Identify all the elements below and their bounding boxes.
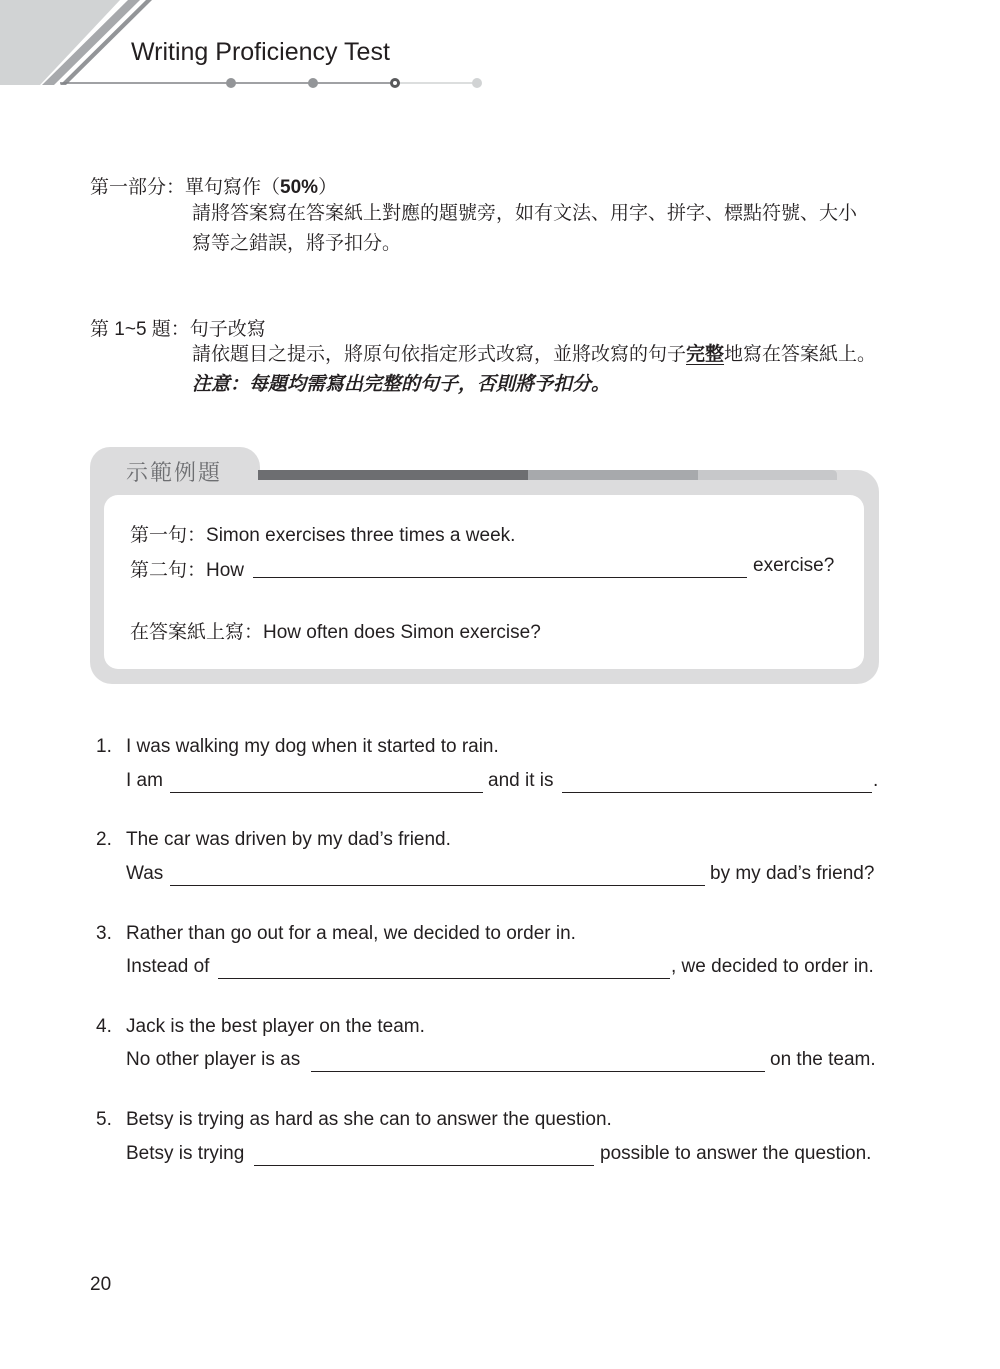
question-prompt: I am <box>126 770 163 791</box>
answer-blank[interactable] <box>170 792 483 793</box>
answer-blank[interactable] <box>218 978 670 979</box>
section-title-suffix: ） <box>318 177 338 198</box>
question-prompt-end: . <box>873 770 879 791</box>
question-number: 4. <box>96 1016 112 1037</box>
question-prompt: Was <box>126 863 164 884</box>
section-title: 單句寫作（ <box>185 177 281 198</box>
example-first-label: 第一句： <box>130 525 207 546</box>
example-first-sentence <box>130 520 515 547</box>
example-answer <box>130 617 541 644</box>
section-heading <box>90 172 337 199</box>
questions-label: 第 1~5 題： <box>90 319 190 340</box>
question-sentence: I was walking my dog when it started to rain. <box>126 736 499 757</box>
question-prompt-end: possible to answer the question. <box>600 1143 872 1164</box>
instruction-text: 請依題目之提示，將原句依指定形式改寫，並將改寫的句子 <box>192 344 687 365</box>
answer-blank[interactable] <box>170 885 705 886</box>
section-instructions-1: 請將答案寫在答案紙上對應的題號旁，如有文法、用字、拼字、標點符號、大小 <box>192 203 858 224</box>
question-sentence: Rather than go out for a meal, we decided to order in. <box>126 923 576 944</box>
question-prompt: Betsy is trying <box>126 1143 245 1164</box>
example-tab-label: 示範例題 <box>126 460 223 485</box>
question-sentence: Jack is the best player on the team. <box>126 1016 425 1037</box>
section-instructions-2: 寫等之錯誤，將予扣分。 <box>192 233 402 254</box>
header-title: Writing Proficiency Test <box>131 38 390 66</box>
answer-blank[interactable] <box>254 1165 594 1166</box>
question-number: 3. <box>96 923 112 944</box>
instruction-emphasis: 完整 <box>686 344 725 365</box>
example-first-text: Simon exercises three times a week. <box>206 525 516 546</box>
example-second-suffix: exercise? <box>753 555 835 576</box>
question-number: 5. <box>96 1109 112 1130</box>
example-answer-text: How often does Simon exercise? <box>263 622 541 643</box>
example-blank-line <box>253 577 747 578</box>
question-sentence: The car was driven by my dad’s friend. <box>126 829 451 850</box>
question-prompt: No other player is as <box>126 1049 301 1070</box>
questions-title: 句子改寫 <box>189 319 266 340</box>
questions-heading <box>90 314 266 341</box>
example-second-prefix: How <box>206 560 245 581</box>
question-prompt-end: , we decided to order in. <box>671 956 874 977</box>
questions-instruction <box>192 340 876 370</box>
question-prompt-end: by my dad’s friend? <box>710 863 875 884</box>
question-number: 2. <box>96 829 112 850</box>
question-prompt-end: on the team. <box>770 1049 876 1070</box>
page-number: 20 <box>90 1274 112 1295</box>
example-second-sentence <box>130 555 244 582</box>
example-answer-label: 在答案紙上寫： <box>130 622 264 643</box>
questions-note: 注意：每題均需寫出完整的句子，否則將予扣分。 <box>192 374 611 395</box>
section-percent: 50% <box>280 177 319 198</box>
question-prompt-middle: and it is <box>488 770 554 791</box>
question-number: 1. <box>96 736 112 757</box>
question-prompt: Instead of <box>126 956 210 977</box>
section-label: 第一部分： <box>90 177 186 198</box>
header-rule <box>60 70 490 100</box>
instruction-text-end: 地寫在答案紙上。 <box>724 344 877 365</box>
answer-blank[interactable] <box>311 1071 765 1072</box>
example-second-label: 第二句： <box>130 560 207 581</box>
question-sentence: Betsy is trying as hard as she can to answer the question. <box>126 1109 612 1130</box>
example-tab-bar <box>258 468 838 482</box>
answer-blank[interactable] <box>562 792 872 793</box>
